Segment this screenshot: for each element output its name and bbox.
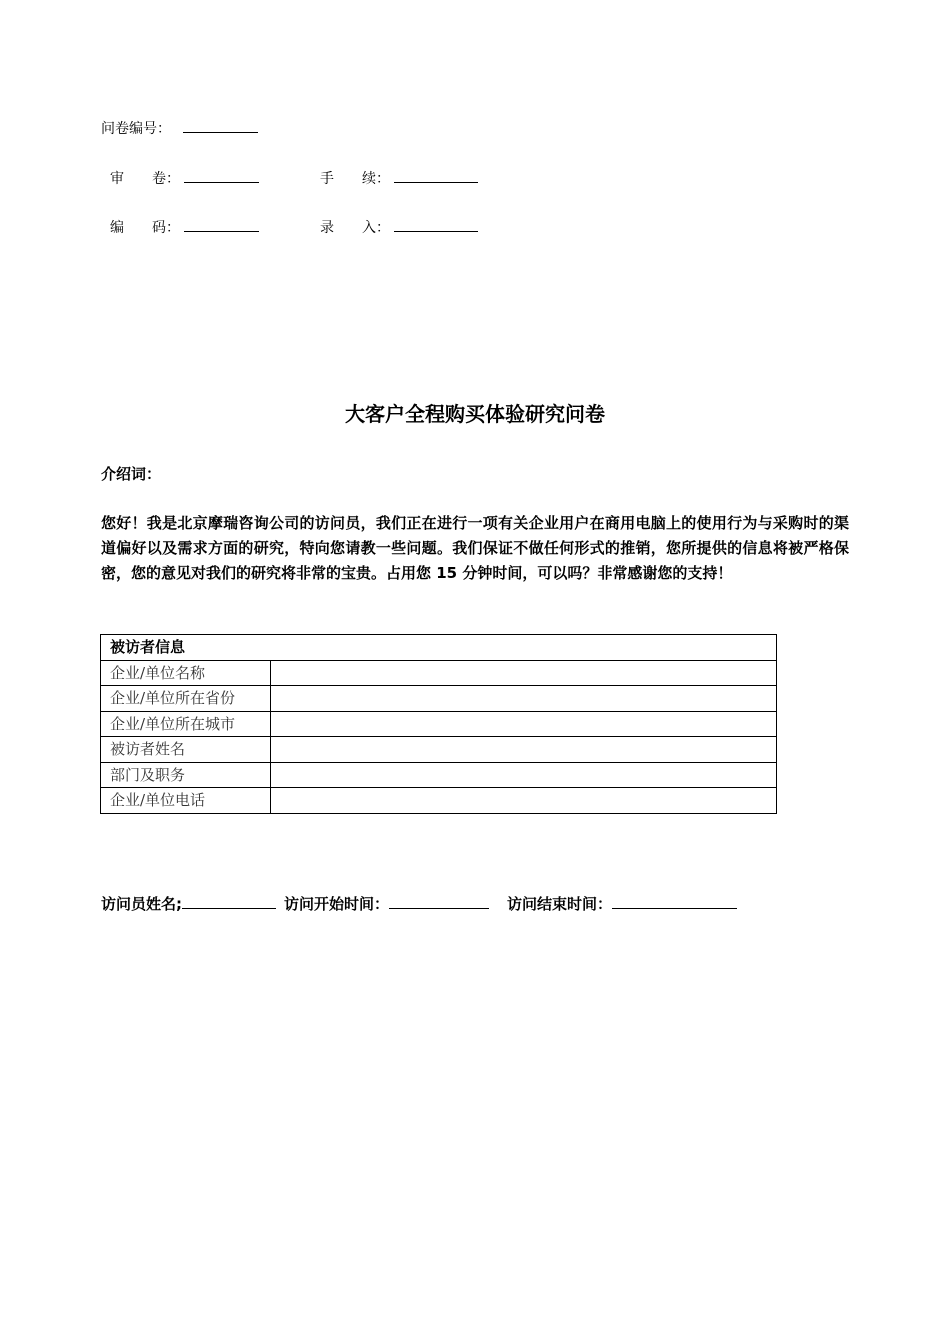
end-time-label: 访问结束时间： (507, 895, 613, 913)
row-label: 企业/单位电话 (101, 788, 271, 814)
table-row (101, 686, 777, 712)
interviewer-footer (101, 893, 737, 914)
procedure-field (320, 167, 478, 188)
row-label: 部门及职务 (101, 762, 271, 788)
entry-blank[interactable] (394, 216, 478, 232)
table-row (101, 788, 777, 814)
city-input[interactable] (271, 711, 777, 737)
table-row (101, 711, 777, 737)
row-label: 企业/单位所在省份 (101, 686, 271, 712)
entry-label: 录 入： (320, 220, 390, 236)
start-time-blank[interactable] (389, 893, 489, 909)
company-phone-input[interactable] (271, 788, 777, 814)
table-row (101, 737, 777, 763)
end-time-blank[interactable] (612, 893, 737, 909)
company-name-input[interactable] (271, 660, 777, 686)
entry-field (320, 216, 478, 237)
procedure-blank[interactable] (394, 167, 478, 183)
table-header-row (101, 635, 777, 661)
questionnaire-number-field (101, 117, 258, 138)
review-field (110, 167, 259, 188)
coding-field (110, 216, 259, 237)
table-header: 被访者信息 (101, 635, 777, 661)
department-title-input[interactable] (271, 762, 777, 788)
questionnaire-number-label: 问卷编号： (101, 121, 171, 137)
respondent-info-table (100, 634, 777, 814)
coding-blank[interactable] (184, 216, 259, 232)
questionnaire-number-blank[interactable] (183, 117, 258, 133)
table-row (101, 660, 777, 686)
procedure-label: 手 续： (320, 171, 390, 187)
row-label: 被访者姓名 (101, 737, 271, 763)
row-label: 企业/单位名称 (101, 660, 271, 686)
review-label: 审 卷： (110, 171, 180, 187)
intro-label: 介绍词： (101, 465, 162, 483)
intro-text: 您好！我是北京摩瑞咨询公司的访问员，我们正在进行一项有关企业用户在商用电脑上的使用行为与采购时的渠道偏好以及需求方面的研究，特向您请教一些问题。我们保证不做任何形式的推销，您所提供的信息将被严格保密，您的意见对我们的研究将非常的宝贵。占用您 15 分钟时间，可以吗？非常感谢您的支持！ (101, 514, 849, 582)
document-title: 大客户全程购买体验研究问卷 (345, 402, 605, 426)
table-row (101, 762, 777, 788)
interviewer-name-label: 访问员姓名; (101, 895, 182, 913)
row-label: 企业/单位所在城市 (101, 711, 271, 737)
coding-label: 编 码： (110, 220, 180, 236)
review-blank[interactable] (184, 167, 259, 183)
respondent-name-input[interactable] (271, 737, 777, 763)
start-time-label: 访问开始时间： (284, 895, 390, 913)
province-input[interactable] (271, 686, 777, 712)
interviewer-name-blank[interactable] (182, 893, 276, 909)
